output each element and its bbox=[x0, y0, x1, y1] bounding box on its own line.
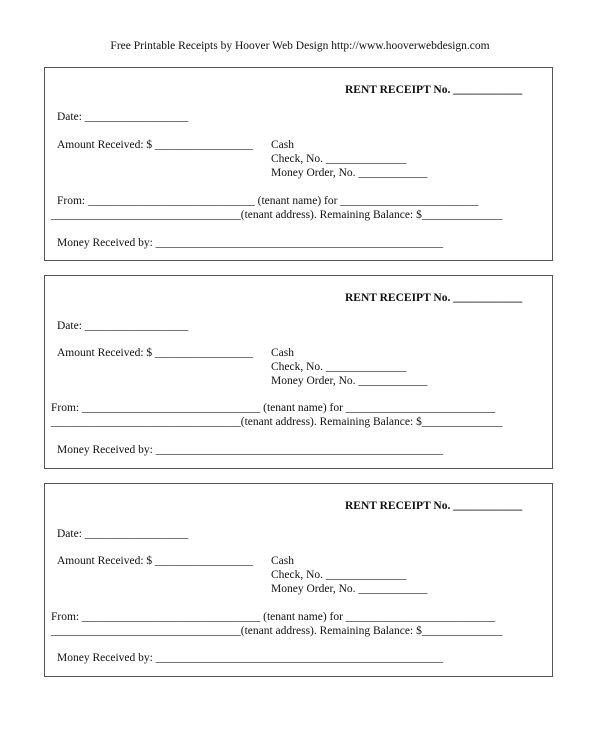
check-number-field[interactable]: Check, No. ______________ bbox=[271, 153, 407, 165]
page-header: Free Printable Receipts by Hoover Web Design http://www.hooverwebdesign.com bbox=[110, 40, 490, 52]
money-order-field[interactable]: Money Order, No. ____________ bbox=[271, 583, 428, 595]
money-received-by-field[interactable]: Money Received by: __________________________________________________ bbox=[57, 237, 444, 249]
cash-option[interactable]: Cash bbox=[271, 139, 294, 151]
tenant-name-field[interactable]: From: _______________________________ (tenant name) for __________________________ bbox=[51, 611, 496, 623]
cash-option[interactable]: Cash bbox=[271, 555, 294, 567]
receipt-1 bbox=[44, 67, 553, 261]
amount-received-field[interactable]: Amount Received: $ _________________ bbox=[57, 347, 253, 359]
money-order-field[interactable]: Money Order, No. ____________ bbox=[271, 375, 428, 387]
tenant-name-field[interactable]: From: _______________________________ (tenant name) for __________________________ bbox=[51, 402, 496, 414]
check-number-field[interactable]: Check, No. ______________ bbox=[271, 569, 407, 581]
receipt-title: RENT RECEIPT No. ____________ bbox=[345, 500, 523, 512]
tenant-name-field[interactable]: From: _____________________________ (tenant name) for ________________________ bbox=[57, 195, 479, 207]
receipt-2 bbox=[44, 275, 553, 469]
date-field[interactable]: Date: __________________ bbox=[57, 320, 189, 332]
date-field[interactable]: Date: __________________ bbox=[57, 111, 189, 123]
money-order-field[interactable]: Money Order, No. ____________ bbox=[271, 167, 428, 179]
date-field[interactable]: Date: __________________ bbox=[57, 528, 189, 540]
check-number-field[interactable]: Check, No. ______________ bbox=[271, 361, 407, 373]
receipt-title: RENT RECEIPT No. ____________ bbox=[345, 84, 523, 96]
receipt-title: RENT RECEIPT No. ____________ bbox=[345, 292, 523, 304]
tenant-address-field[interactable]: _________________________________(tenant address). Remaining Balance: $______________ bbox=[51, 209, 503, 221]
tenant-address-field[interactable]: _________________________________(tenant address). Remaining Balance: $______________ bbox=[51, 625, 503, 637]
tenant-address-field[interactable]: _________________________________(tenant address). Remaining Balance: $______________ bbox=[51, 416, 503, 428]
cash-option[interactable]: Cash bbox=[271, 347, 294, 359]
receipt-3 bbox=[44, 483, 553, 677]
amount-received-field[interactable]: Amount Received: $ _________________ bbox=[57, 139, 253, 151]
money-received-by-field[interactable]: Money Received by: __________________________________________________ bbox=[57, 444, 444, 456]
amount-received-field[interactable]: Amount Received: $ _________________ bbox=[57, 555, 253, 567]
money-received-by-field[interactable]: Money Received by: __________________________________________________ bbox=[57, 652, 444, 664]
